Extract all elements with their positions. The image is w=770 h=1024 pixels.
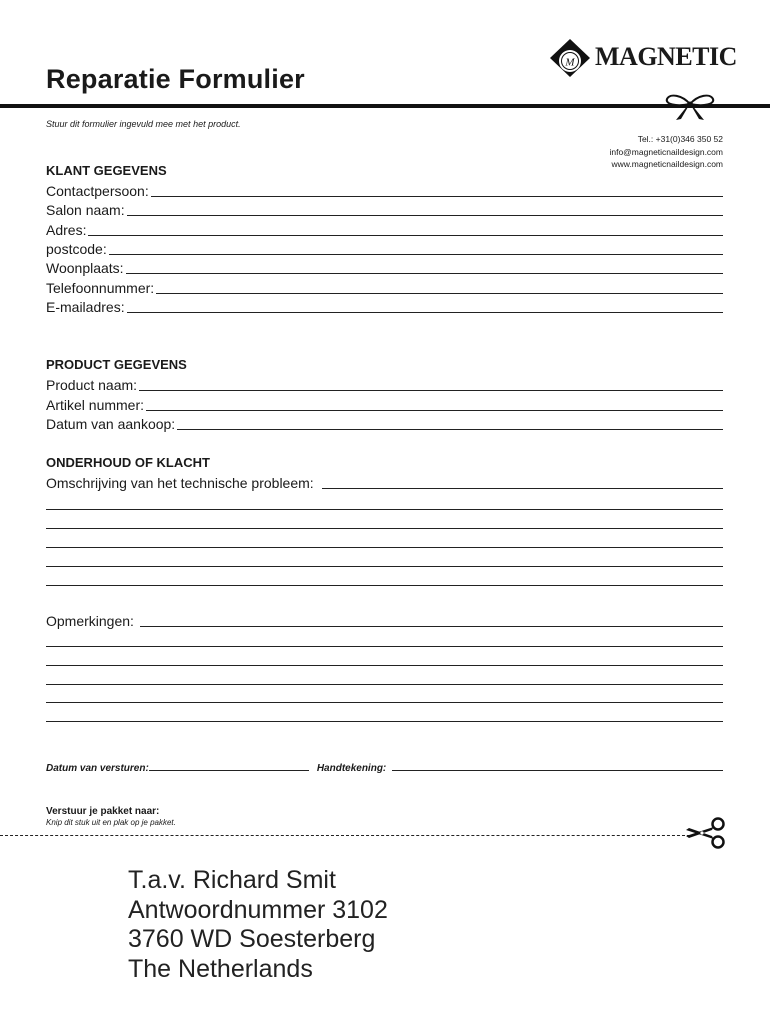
field-line[interactable] xyxy=(322,488,723,489)
bow-icon xyxy=(664,93,716,121)
klant-heading: KLANT GEGEVENS xyxy=(46,163,167,178)
field-label: Woonplaats: xyxy=(46,260,124,276)
field-label: Contactpersoon: xyxy=(46,183,149,199)
opmerkingen-line[interactable] xyxy=(46,702,723,703)
page-title: Reparatie Formulier xyxy=(46,64,305,94)
probleem-line[interactable] xyxy=(46,547,723,548)
scissors-icon xyxy=(684,816,728,850)
contact-email: info@magneticnaildesign.com xyxy=(609,146,723,157)
field-label: Salon naam: xyxy=(46,202,125,218)
datum-aankoop-field[interactable] xyxy=(46,414,723,433)
svg-text:M: M xyxy=(565,56,575,69)
address-line: The Netherlands xyxy=(128,954,313,983)
field-line[interactable] xyxy=(139,390,723,391)
field-line[interactable] xyxy=(127,312,723,313)
opmerkingen-line[interactable] xyxy=(46,684,723,685)
field-label: Omschrijving van het technische probleem: xyxy=(46,475,314,491)
address-line: T.a.v. Richard Smit xyxy=(128,866,336,894)
handtekening-label: Handtekening: xyxy=(316,763,387,774)
datum-versturen-label: Datum van versturen: xyxy=(46,763,149,774)
cut-line xyxy=(0,835,690,836)
woonplaats-field[interactable] xyxy=(46,258,723,277)
return-address xyxy=(128,866,388,984)
logo-text: MAGNETIC xyxy=(595,42,737,71)
field-label: Opmerkingen: xyxy=(46,613,134,629)
field-line[interactable] xyxy=(140,626,723,627)
field-label: E-mailadres: xyxy=(46,299,125,315)
probleem-line[interactable] xyxy=(46,528,723,529)
ship-heading: Verstuur je pakket naar: xyxy=(46,806,160,817)
telefoonnummer-field[interactable] xyxy=(46,278,723,297)
header-rule xyxy=(0,104,770,108)
field-label: Adres: xyxy=(46,222,87,238)
contactpersoon-field[interactable] xyxy=(46,181,723,200)
contact-web: www.magneticnaildesign.com xyxy=(611,159,723,169)
field-line[interactable] xyxy=(146,410,723,411)
contact-tel: Tel.: +31(0)346 350 52 xyxy=(637,134,723,144)
field-line[interactable] xyxy=(126,273,723,274)
field-label: Datum van aankoop: xyxy=(46,416,176,432)
probleem-line[interactable] xyxy=(46,509,723,510)
onderhoud-heading: ONDERHOUD OF KLACHT xyxy=(46,455,210,470)
field-label: Product naam: xyxy=(46,377,138,393)
opmerkingen-line[interactable] xyxy=(46,721,723,722)
product-naam-field[interactable] xyxy=(46,375,723,394)
opmerkingen-field[interactable] xyxy=(46,611,723,630)
address-line: 3760 WD Soesterberg xyxy=(128,925,376,953)
field-line[interactable] xyxy=(127,215,723,216)
logo-mark-icon xyxy=(548,38,592,78)
opmerkingen-line[interactable] xyxy=(46,665,723,666)
field-line[interactable] xyxy=(151,196,723,197)
product-heading: PRODUCT GEGEVENS xyxy=(46,357,187,372)
emailadres-field[interactable] xyxy=(46,297,723,316)
field-line[interactable] xyxy=(88,235,723,236)
instruction-text: Stuur dit formulier ingevuld mee met het product. xyxy=(46,119,241,129)
magnetic-logo xyxy=(548,38,737,78)
field-label: Artikel nummer: xyxy=(46,397,145,413)
adres-field[interactable] xyxy=(46,220,723,239)
salon-naam-field[interactable] xyxy=(46,200,723,219)
field-label: postcode: xyxy=(46,241,107,257)
probleem-line[interactable] xyxy=(46,585,723,586)
postcode-field[interactable] xyxy=(46,239,723,258)
field-label: Telefoonnummer: xyxy=(46,280,155,296)
sign-row xyxy=(46,756,723,774)
address-line: Antwoordnummer 3102 xyxy=(128,895,388,924)
datum-versturen-line[interactable] xyxy=(149,770,309,771)
probleem-line[interactable] xyxy=(46,566,723,567)
field-line[interactable] xyxy=(109,254,723,255)
probleem-field[interactable] xyxy=(46,473,723,492)
handtekening-line[interactable] xyxy=(392,770,723,771)
field-line[interactable] xyxy=(156,293,723,294)
opmerkingen-line[interactable] xyxy=(46,646,723,647)
field-line[interactable] xyxy=(177,429,723,430)
ship-instruction: Knip dit stuk uit en plak op je pakket. xyxy=(46,818,176,827)
artikel-nummer-field[interactable] xyxy=(46,395,723,414)
contact-info xyxy=(609,133,723,171)
